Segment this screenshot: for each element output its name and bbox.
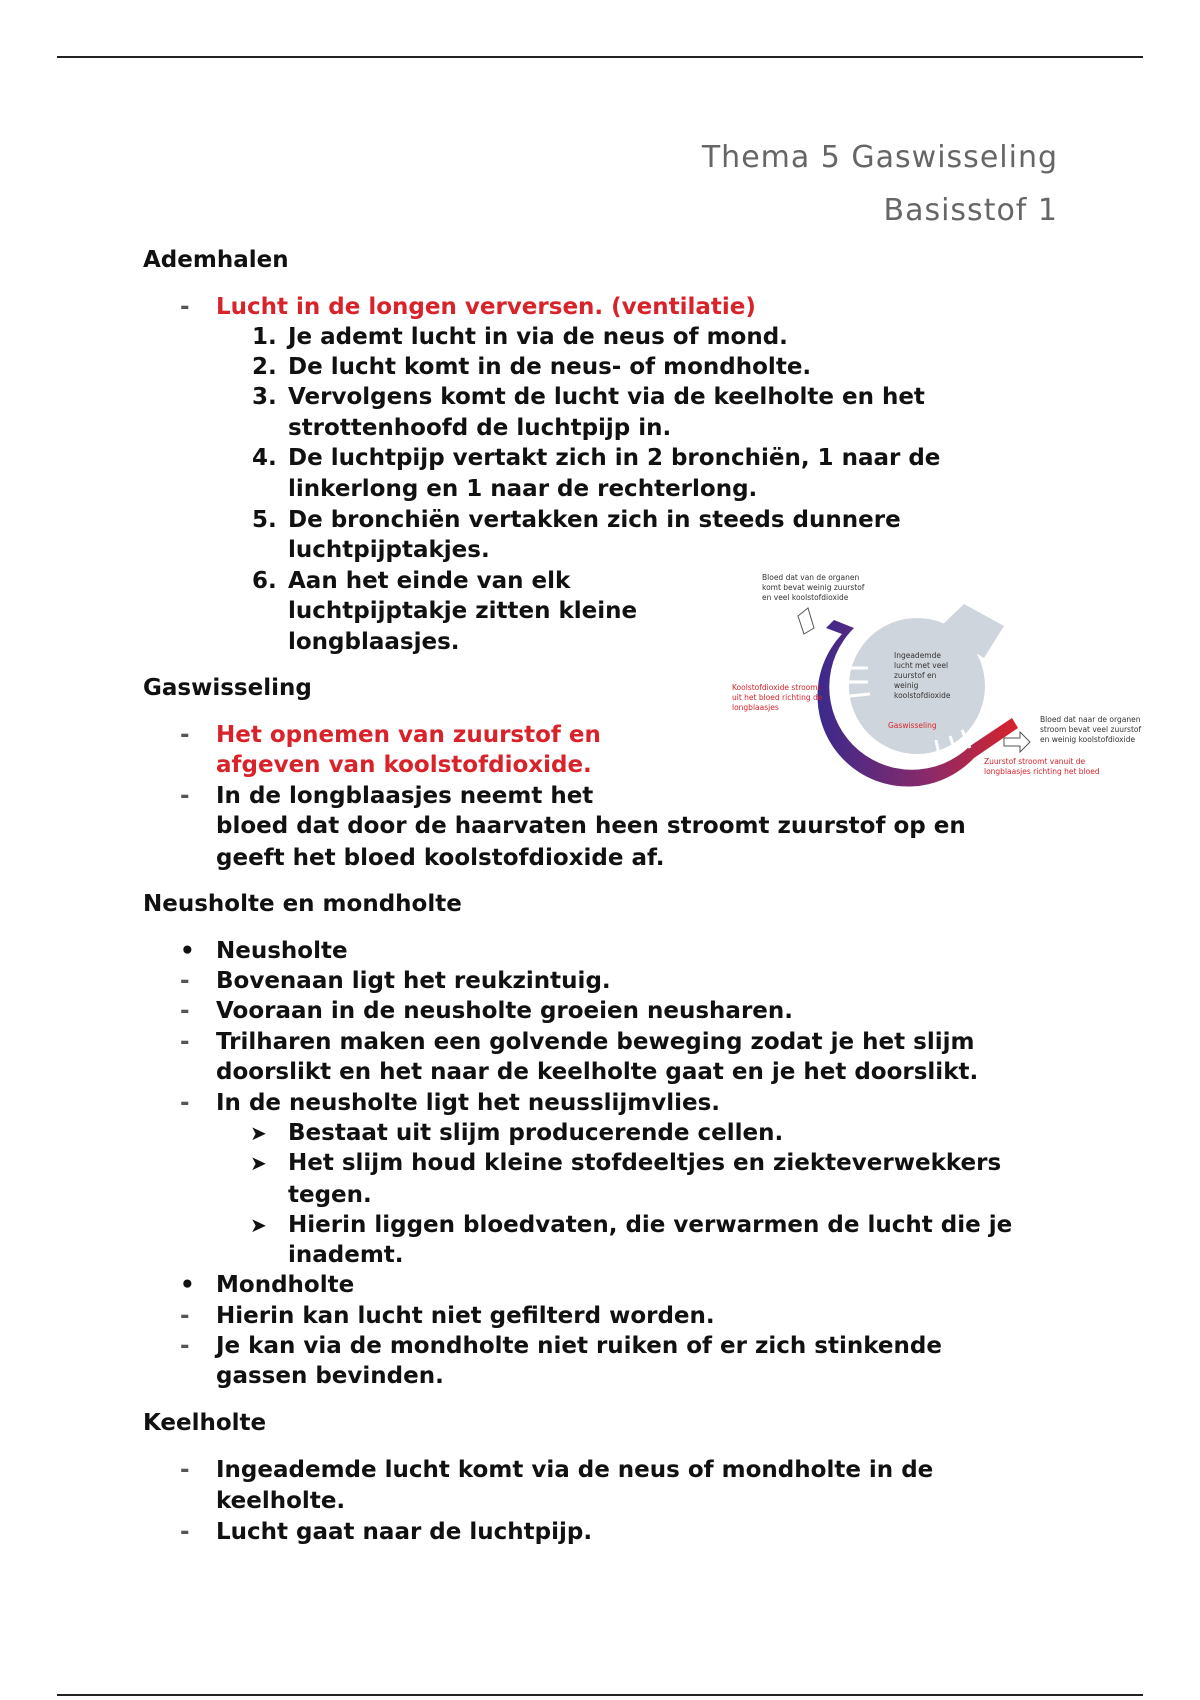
label-inside: zuurstof en xyxy=(894,671,937,680)
step-line: De lucht komt in de neus- of mondholte. xyxy=(288,354,812,380)
document-title: Thema 5 Gaswisseling xyxy=(701,140,1058,175)
document-subtitle: Basisstof 1 xyxy=(883,193,1058,228)
label-left: Koolstofdioxide stroomt xyxy=(732,683,821,692)
list-item: doorslikt en het naar de keelholte gaat en je het doorslikt. xyxy=(216,1059,979,1085)
dash-marker: - xyxy=(180,1333,190,1359)
list-item: gassen bevinden. xyxy=(216,1363,444,1389)
step-number: 6. xyxy=(252,568,277,594)
heading-neusholte: Neusholte en mondholte xyxy=(143,891,462,917)
step-line: De bronchiën vertakken zich in steeds dunnere xyxy=(288,507,901,533)
gaswisseling-item: geeft het bloed koolstofdioxide af. xyxy=(216,845,665,871)
ventilatie-item: Lucht in de longen verversen. (ventilatie) xyxy=(216,294,756,320)
heading-gaswisseling: Gaswisseling xyxy=(143,675,312,701)
dash-marker: - xyxy=(180,294,190,320)
dash-marker: - xyxy=(180,783,190,809)
dash-marker: - xyxy=(180,1029,190,1055)
list-item: In de neusholte ligt het neusslijmvlies. xyxy=(216,1090,721,1116)
bullet-marker: • xyxy=(180,938,195,964)
gaswisseling-item: bloed dat door de haarvaten heen stroomt zuurstof op en xyxy=(216,813,966,839)
list-item: Ingeademde lucht komt via de neus of mondholte in de xyxy=(216,1457,934,1483)
step-number: 3. xyxy=(252,384,277,410)
arrow-icon xyxy=(798,608,814,634)
list-item: Je kan via de mondholte niet ruiken of er zich stinkende xyxy=(216,1333,942,1359)
arrow-bullet-icon: ➤ xyxy=(250,1121,267,1145)
step-line: strottenhoofd de luchtpijp in. xyxy=(288,415,672,441)
label-top: komt bevat weinig zuurstof xyxy=(762,583,865,592)
sub-item: tegen. xyxy=(288,1182,372,1208)
gaswisseling-definition: afgeven van koolstofdioxide. xyxy=(216,752,592,778)
bullet-mondholte: Mondholte xyxy=(216,1272,355,1298)
gaswisseling-definition: Het opnemen van zuurstof en xyxy=(216,722,601,748)
dash-marker: - xyxy=(180,722,190,748)
step-number: 2. xyxy=(252,354,277,380)
label-inside: weinig xyxy=(894,681,919,690)
dash-marker: - xyxy=(180,1090,190,1116)
step-line: Vervolgens komt de lucht via de keelholte en het xyxy=(288,384,925,410)
list-item: Trilharen maken een golvende beweging zodat je het slijm xyxy=(216,1029,975,1055)
gaswisseling-item: In de longblaasjes neemt het xyxy=(216,783,594,809)
list-item: Bovenaan ligt het reukzintuig. xyxy=(216,968,611,994)
step-line: longblaasjes. xyxy=(288,629,460,655)
label-right: Bloed dat naar de organen xyxy=(1040,715,1141,724)
label-top: en veel koolstofdioxide xyxy=(762,593,849,602)
bullet-marker: • xyxy=(180,1272,195,1298)
step-number: 4. xyxy=(252,445,277,471)
arrow-icon xyxy=(1004,732,1030,752)
label-left: uit het bloed richting de xyxy=(732,693,823,702)
list-item: Vooraan in de neusholte groeien neusharen. xyxy=(216,998,793,1024)
bullet-neusholte: Neusholte xyxy=(216,938,348,964)
list-item: keelholte. xyxy=(216,1488,346,1514)
step-number: 5. xyxy=(252,507,277,533)
dash-marker: - xyxy=(180,1519,190,1545)
gaswisseling-diagram xyxy=(722,568,1162,798)
sub-item: Bestaat uit slijm producerende cellen. xyxy=(288,1120,784,1146)
list-item: Lucht gaat naar de luchtpijp. xyxy=(216,1519,593,1545)
dash-marker: - xyxy=(180,998,190,1024)
step-line: Je ademt lucht in via de neus of mond. xyxy=(288,324,788,350)
step-line: luchtpijptakjes. xyxy=(288,537,490,563)
step-line: linkerlong en 1 naar de rechterlong. xyxy=(288,476,758,502)
heading-ademhalen: Ademhalen xyxy=(143,247,289,273)
step-line: Aan het einde van elk xyxy=(288,568,571,594)
label-inside: lucht met veel xyxy=(894,661,949,670)
dash-marker: - xyxy=(180,968,190,994)
label-right: stroom bevat veel zuurstof xyxy=(1040,725,1142,734)
step-line: luchtpijptakje zitten kleine xyxy=(288,598,638,624)
label-left: longblaasjes xyxy=(732,703,779,712)
heading-keelholte: Keelholte xyxy=(143,1410,267,1436)
label-center: Gaswisseling xyxy=(888,721,937,730)
arrow-bullet-icon: ➤ xyxy=(250,1151,267,1175)
list-item: Hierin kan lucht niet gefilterd worden. xyxy=(216,1303,715,1329)
sub-item: Het slijm houd kleine stofdeeltjes en ziekteverwekkers xyxy=(288,1150,1002,1176)
label-inside: Ingeademde xyxy=(894,651,941,660)
label-bottom: longblaasjes richting het bloed xyxy=(984,767,1100,776)
label-right: en weinig koolstofdioxide xyxy=(1040,735,1136,744)
arrow-bullet-icon: ➤ xyxy=(250,1213,267,1237)
label-top: Bloed dat van de organen xyxy=(762,573,860,582)
step-line: De luchtpijp vertakt zich in 2 bronchiën, 1 naar de xyxy=(288,445,941,471)
step-number: 1. xyxy=(252,324,277,350)
sub-item: Hierin liggen bloedvaten, die verwarmen de lucht die je xyxy=(288,1212,1013,1238)
label-inside: koolstofdioxide xyxy=(894,691,951,700)
sub-item: inademt. xyxy=(288,1242,404,1268)
dash-marker: - xyxy=(180,1303,190,1329)
label-bottom: Zuurstof stroomt vanuit de xyxy=(984,757,1086,766)
dash-marker: - xyxy=(180,1457,190,1483)
